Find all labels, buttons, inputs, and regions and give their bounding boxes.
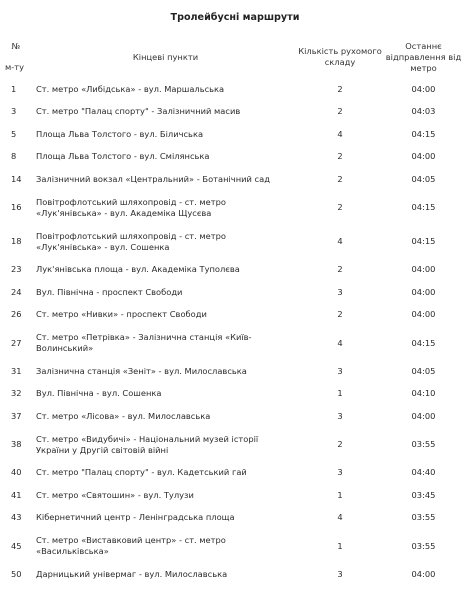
table-row [3,281,465,304]
route-endpoints-cell: Кібернетичний центр - Ленінградська площа [36,512,235,523]
route-number-cell: 8 [11,151,17,162]
rolling-stock-cell: 3 [337,410,343,421]
route-number-cell: 41 [11,489,22,500]
route-number-cell: 50 [11,568,22,579]
last-departure-cell: 04:05 [411,173,436,184]
header-rolling-stock: Кількість рухомого складу [298,46,382,67]
page-title: Тролейбусні маршрути [170,12,300,23]
header-endpoints: Кінцеві пункти [132,51,199,62]
rolling-stock-cell: 3 [337,568,343,579]
route-number-cell: 32 [11,388,22,399]
route-endpoints-cell: Залізнична станція «Зеніт» - вул. Милославська [36,365,247,376]
rolling-stock-cell: 4 [337,337,343,348]
route-number-cell: 31 [11,365,22,376]
route-number-cell: 18 [11,236,22,246]
last-departure-cell: 04:00 [411,83,436,94]
route-endpoints-cell: Повітрофлотський шляхопровід - ст. метро «Лук'янівська» - вул. Сошенка [36,230,226,252]
route-endpoints-cell: Ст. метро «Петрівка» - Залізнична станція «Київ-Волинський» [36,332,252,353]
route-endpoints-cell: Лук'янівська площа - вул. Академіка Туполєва [36,264,240,275]
rolling-stock-cell: 2 [337,264,343,275]
table-row [3,123,465,146]
header-number-abbr: м-ту [5,62,24,72]
rolling-stock-cell: 3 [337,365,343,376]
rolling-stock-cell: 1 [337,388,343,399]
route-endpoints-cell: Ст. метро «Лісова» - вул. Милославська [36,410,211,421]
last-departure-cell: 04:05 [411,365,436,376]
route-number-cell: 40 [11,467,22,478]
table-row [3,326,465,360]
last-departure-cell: 04:15 [411,202,436,212]
table-row [3,191,465,225]
route-endpoints-cell: Ст. метро "Палац спорту" - Залізничний масив [36,106,241,117]
table-row [3,304,465,327]
route-number-cell: 3 [11,106,17,117]
rolling-stock-cell: 2 [337,106,343,117]
table-row [3,563,465,586]
header-last-departure: Останнє відправлення від метро [385,40,462,73]
last-departure-cell: 03:45 [411,489,436,500]
table-row [3,101,465,124]
table-row [3,146,465,169]
last-departure-cell: 03:55 [411,512,436,523]
last-departure-cell: 04:03 [411,106,436,117]
header-number-sign: № [11,41,21,51]
table-row [3,225,465,259]
route-number-cell: 23 [11,264,22,275]
table-row [3,360,465,383]
route-endpoints-cell: Дарницький універмаг - вул. Милославська [36,568,228,579]
table-row [3,259,465,282]
table-row [3,484,465,507]
rolling-stock-cell: 4 [337,512,343,523]
rolling-stock-cell: 2 [337,202,343,212]
table-row [3,383,465,406]
table-row [3,529,465,563]
rolling-stock-cell: 2 [337,83,343,94]
table-header-row [3,36,465,78]
rolling-stock-cell: 2 [337,439,343,449]
route-endpoints-cell: Ст. метро «Святошин» - вул. Тулузи [36,489,194,500]
rolling-stock-cell: 1 [337,489,343,500]
last-departure-cell: 04:40 [411,467,436,478]
route-endpoints-cell: Площа Льва Толстого - вул. Біличська [36,128,204,139]
route-endpoints-cell: Ст. метро "Палац спорту" - вул. Кадетський гай [36,467,247,478]
route-number-cell: 26 [11,309,22,320]
rolling-stock-cell: 3 [337,286,343,297]
routes-table [3,36,465,586]
table-row [3,78,465,101]
last-departure-cell: 04:00 [411,568,436,579]
table-row [3,462,465,485]
route-number-cell: 1 [11,83,17,94]
route-number-cell: 37 [11,410,22,421]
route-endpoints-cell: Ст. метро «Нивки» - проспект Свободи [36,309,207,320]
route-number-cell: 43 [11,512,22,523]
rolling-stock-cell: 2 [337,309,343,320]
last-departure-cell: 04:00 [411,309,436,320]
last-departure-cell: 03:55 [411,439,436,449]
route-number-cell: 38 [11,439,22,449]
route-endpoints-cell: Ст. метро «Либідська» - вул. Маршальська [36,83,225,94]
route-endpoints-cell: Повітрофлотський шляхопровід - ст. метро «Лук'янівська» - вул. Академіка Щусєва [36,196,226,218]
route-number-cell: 27 [11,337,22,348]
route-endpoints-cell: Ст. метро «Виставковий центр» - ст. метро «Васильківська» [36,535,226,556]
route-endpoints-cell: Залізничний вокзал «Центральний» - Ботанічний сад [36,173,270,184]
route-endpoints-cell: Вул. Північна - вул. Сошенка [36,388,162,399]
rolling-stock-cell: 4 [337,236,343,246]
rolling-stock-cell: 2 [337,151,343,162]
last-departure-cell: 04:15 [411,337,436,348]
table-row [3,405,465,428]
table-row [3,507,465,530]
header-route-number [3,36,33,78]
rolling-stock-cell: 1 [337,540,343,551]
last-departure-cell: 04:15 [411,128,436,139]
table-row [3,168,465,191]
route-endpoints-cell: Ст. метро «Видубичі» - Національний музей історії України у Другій світовій війні [36,433,259,455]
last-departure-cell: 04:00 [411,151,436,162]
route-number-cell: 16 [11,202,22,212]
last-departure-cell: 03:55 [411,540,436,551]
route-number-cell: 14 [11,173,22,184]
rolling-stock-cell: 2 [337,173,343,184]
route-number-cell: 5 [11,128,17,139]
table-row [3,428,465,462]
last-departure-cell: 04:00 [411,264,436,275]
rolling-stock-cell: 3 [337,467,343,478]
last-departure-cell: 04:00 [411,286,436,297]
route-endpoints-cell: Вул. Північна - проспект Свободи [36,286,183,297]
last-departure-cell: 04:00 [411,410,436,421]
route-endpoints-cell: Площа Льва Толстого - вул. Смілянська [36,151,210,162]
route-number-cell: 45 [11,540,22,551]
route-number-cell: 24 [11,286,22,297]
last-departure-cell: 04:15 [411,236,436,246]
last-departure-cell: 04:10 [411,388,436,399]
rolling-stock-cell: 4 [337,128,343,139]
